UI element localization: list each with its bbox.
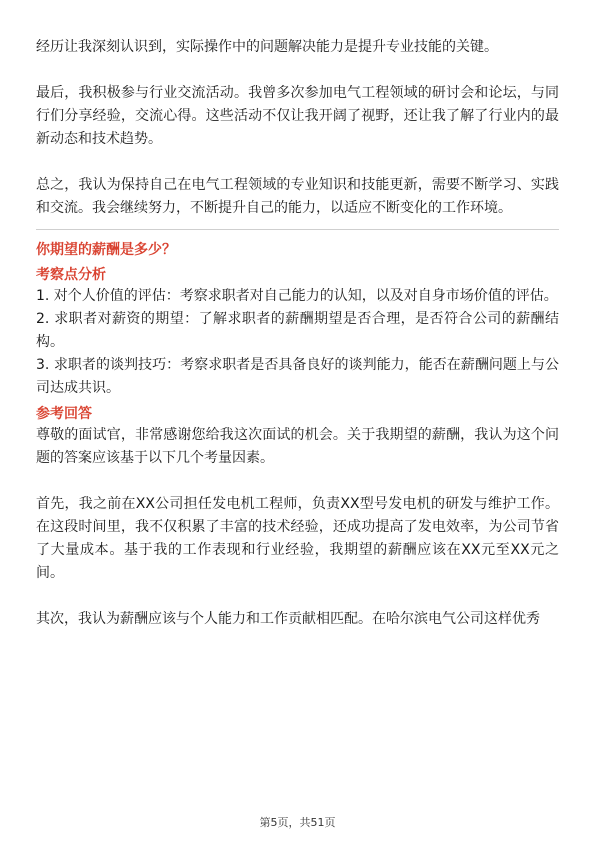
analysis-item: 3. 求职者的谈判技巧：考察求职者是否具备良好的谈判能力，能否在薪酬问题上与公司达成共识。 [36, 357, 559, 396]
answer-heading: 参考回答 [36, 406, 92, 422]
body-paragraph: 最后，我积极参与行业交流活动。我曾多次参加电气工程领域的研讨会和论坛，与同行们分享经验，交流心得。这些活动不仅让我开阔了视野，还让我了解了行业内的最新动态和技术趋势。 [36, 85, 559, 147]
analysis-item: 1. 对个人价值的评估：考察求职者对自己能力的认知，以及对自身市场价值的评估。 [36, 288, 558, 304]
question-heading: 你期望的薪酬是多少？ [36, 242, 176, 258]
page-number: 第5页，共51页 [259, 816, 336, 829]
analysis-list [36, 285, 559, 400]
answer-paragraph: 首先，我之前在XX公司担任发电机工程师，负责XX型号发电机的研发与维护工作。在这段时间里，我不仅积累了丰富的技术经验，还成功提高了发电效率，为公司节省了大量成本。基于我的工作表现和行业经验，我期望的薪酬应该在XX元至XX元之间。 [36, 496, 559, 581]
answer-paragraph: 其次，我认为薪酬应该与个人能力和工作贡献相匹配。在哈尔滨电气公司这样优秀 [36, 611, 540, 627]
body-paragraph: 经历让我深刻认识到，实际操作中的问题解决能力是提升专业技能的关键。 [36, 39, 498, 55]
body-paragraph: 总之，我认为保持自己在电气工程领域的专业知识和技能更新，需要不断学习、实践和交流。我会继续努力，不断提升自己的能力，以适应不断变化的工作环境。 [36, 177, 559, 216]
document-page [36, 36, 559, 631]
analysis-item: 2. 求职者对薪资的期望：了解求职者的薪酬期望是否合理，是否符合公司的薪酬结构。 [36, 311, 559, 350]
answer-paragraph: 尊敬的面试官，非常感谢您给我这次面试的机会。关于我期望的薪酬，我认为这个问题的答案应该基于以下几个考量因素。 [36, 427, 559, 466]
analysis-heading: 考察点分析 [36, 267, 106, 283]
section-divider [36, 229, 559, 230]
